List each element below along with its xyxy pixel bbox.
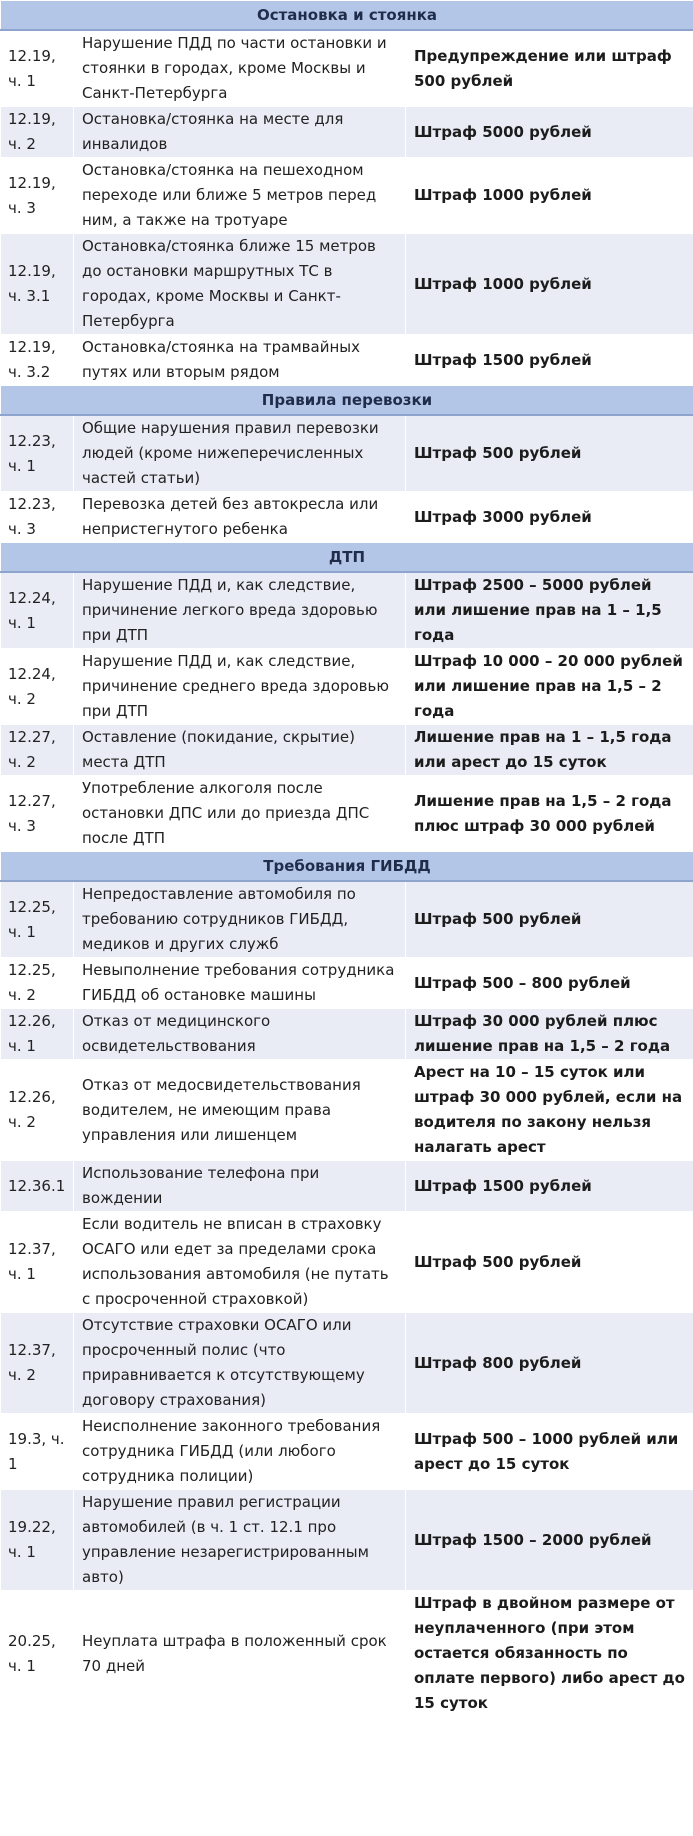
fines-table-body	[1, 1, 693, 1717]
penalty-cell: Штраф 1000 рублей	[406, 234, 693, 335]
article-code-cell: 12.36.1	[1, 1161, 74, 1212]
table-row	[1, 881, 693, 958]
article-code-cell: 12.19, ч. 3.2	[1, 335, 74, 386]
violation-description-cell: Отсутствие страховки ОСАГО или просроченный полис (что приравнивается к отсутствующему договору страхования)	[74, 1313, 406, 1414]
article-code-cell: 20.25, ч. 1	[1, 1591, 74, 1717]
table-row	[1, 649, 693, 725]
article-code-cell: 12.19, ч. 3	[1, 158, 74, 234]
article-code-cell: 12.37, ч. 2	[1, 1313, 74, 1414]
table-row	[1, 158, 693, 234]
table-row	[1, 492, 693, 543]
penalty-cell: Штраф 3000 рублей	[406, 492, 693, 543]
violation-description-cell: Нарушение правил регистрации автомобилей (в ч. 1 ст. 12.1 про управление незарегистрированным авто)	[74, 1490, 406, 1591]
violation-description-cell: Остановка/стоянка на трамвайных путях или вторым рядом	[74, 335, 406, 386]
penalty-cell: Штраф 1500 рублей	[406, 1161, 693, 1212]
violation-description-cell: Остановка/стоянка на пешеходном переходе или ближе 5 метров перед ним, а также на тротуаре	[74, 158, 406, 234]
article-code-cell: 12.25, ч. 1	[1, 881, 74, 958]
violation-description-cell: Если водитель не вписан в страховку ОСАГО или едет за пределами срока использования автомобиля (не путать с просроченной страховкой)	[74, 1212, 406, 1313]
violation-description-cell: Отказ от медицинского освидетельствования	[74, 1009, 406, 1060]
table-row	[1, 1414, 693, 1490]
violation-description-cell: Использование телефона при вождении	[74, 1161, 406, 1212]
article-code-cell: 12.26, ч. 2	[1, 1060, 74, 1161]
penalty-cell: Предупреждение или штраф 500 рублей	[406, 30, 693, 107]
penalty-cell: Штраф 5000 рублей	[406, 107, 693, 158]
penalty-cell: Штраф 2500 – 5000 рублей или лишение прав на 1 – 1,5 года	[406, 572, 693, 649]
table-row	[1, 1490, 693, 1591]
violation-description-cell: Остановка/стоянка ближе 15 метров до остановки маршрутных ТС в городах, кроме Москвы и Санкт-Петербурга	[74, 234, 406, 335]
section-header-row	[1, 852, 693, 882]
article-code-cell: 12.26, ч. 1	[1, 1009, 74, 1060]
section-header-row	[1, 386, 693, 416]
article-code-cell: 12.24, ч. 2	[1, 649, 74, 725]
penalty-cell: Лишение прав на 1 – 1,5 года или арест до 15 суток	[406, 725, 693, 776]
article-code-cell: 19.22, ч. 1	[1, 1490, 74, 1591]
table-row	[1, 415, 693, 492]
article-code-cell: 12.37, ч. 1	[1, 1212, 74, 1313]
table-row	[1, 335, 693, 386]
violation-description-cell: Непредоставление автомобиля по требованию сотрудников ГИБДД, медиков и других служб	[74, 881, 406, 958]
violation-description-cell: Употребление алкоголя после остановки ДПС или до приезда ДПС после ДТП	[74, 776, 406, 852]
penalty-cell: Штраф 500 – 800 рублей	[406, 958, 693, 1009]
article-code-cell: 12.23, ч. 1	[1, 415, 74, 492]
article-code-cell: 12.19, ч. 3.1	[1, 234, 74, 335]
penalty-cell: Штраф в двойном размере от неуплаченного (при этом остается обязанность по оплате первого) либо арест до 15 суток	[406, 1591, 693, 1717]
article-code-cell: 12.27, ч. 2	[1, 725, 74, 776]
violation-description-cell: Невыполнение требования сотрудника ГИБДД об остановке машины	[74, 958, 406, 1009]
article-code-cell: 12.24, ч. 1	[1, 572, 74, 649]
table-row	[1, 1060, 693, 1161]
article-code-cell: 12.25, ч. 2	[1, 958, 74, 1009]
violation-description-cell: Общие нарушения правил перевозки людей (кроме нижеперечисленных частей статьи)	[74, 415, 406, 492]
table-row	[1, 776, 693, 852]
penalty-cell: Штраф 10 000 – 20 000 рублей или лишение прав на 1,5 – 2 года	[406, 649, 693, 725]
violation-description-cell: Перевозка детей без автокресла или непристегнутого ребенка	[74, 492, 406, 543]
penalty-cell: Штраф 1500 рублей	[406, 335, 693, 386]
violation-description-cell: Нарушение ПДД по части остановки и стоянки в городах, кроме Москвы и Санкт-Петербурга	[74, 30, 406, 107]
violation-description-cell: Отказ от медосвидетельствования водителем, не имеющим права управления или лишенцем	[74, 1060, 406, 1161]
section-title: ДТП	[1, 543, 693, 573]
violation-description-cell: Нарушение ПДД и, как следствие, причинение среднего вреда здоровью при ДТП	[74, 649, 406, 725]
violation-description-cell: Остановка/стоянка на месте для инвалидов	[74, 107, 406, 158]
penalty-cell: Штраф 30 000 рублей плюс лишение прав на 1,5 – 2 года	[406, 1009, 693, 1060]
penalty-cell: Штраф 800 рублей	[406, 1313, 693, 1414]
table-row	[1, 107, 693, 158]
violation-description-cell: Оставление (покидание, скрытие) места ДТП	[74, 725, 406, 776]
section-header-row	[1, 1, 693, 31]
table-row	[1, 1591, 693, 1717]
penalty-cell: Лишение прав на 1,5 – 2 года плюс штраф 30 000 рублей	[406, 776, 693, 852]
table-row	[1, 30, 693, 107]
section-title: Требования ГИБДД	[1, 852, 693, 882]
section-header-row	[1, 543, 693, 573]
violation-description-cell: Неисполнение законного требования сотрудника ГИБДД (или любого сотрудника полиции)	[74, 1414, 406, 1490]
table-row	[1, 572, 693, 649]
section-title: Остановка и стоянка	[1, 1, 693, 31]
penalty-cell: Арест на 10 – 15 суток или штраф 30 000 рублей, если на водителя по закону нельзя налагать арест	[406, 1060, 693, 1161]
penalty-cell: Штраф 500 – 1000 рублей или арест до 15 суток	[406, 1414, 693, 1490]
penalty-cell: Штраф 500 рублей	[406, 415, 693, 492]
table-row	[1, 1161, 693, 1212]
table-row	[1, 1009, 693, 1060]
penalty-cell: Штраф 500 рублей	[406, 1212, 693, 1313]
article-code-cell: 12.27, ч. 3	[1, 776, 74, 852]
table-row	[1, 1313, 693, 1414]
article-code-cell: 12.19, ч. 2	[1, 107, 74, 158]
table-row	[1, 234, 693, 335]
table-row	[1, 1212, 693, 1313]
article-code-cell: 19.3, ч. 1	[1, 1414, 74, 1490]
penalty-cell: Штраф 1000 рублей	[406, 158, 693, 234]
table-row	[1, 725, 693, 776]
article-code-cell: 12.19, ч. 1	[1, 30, 74, 107]
article-code-cell: 12.23, ч. 3	[1, 492, 74, 543]
penalty-cell: Штраф 500 рублей	[406, 881, 693, 958]
penalty-cell: Штраф 1500 – 2000 рублей	[406, 1490, 693, 1591]
section-title: Правила перевозки	[1, 386, 693, 416]
violation-description-cell: Нарушение ПДД и, как следствие, причинение легкого вреда здоровью при ДТП	[74, 572, 406, 649]
violation-description-cell: Неуплата штрафа в положенный срок 70 дней	[74, 1591, 406, 1717]
table-row	[1, 958, 693, 1009]
